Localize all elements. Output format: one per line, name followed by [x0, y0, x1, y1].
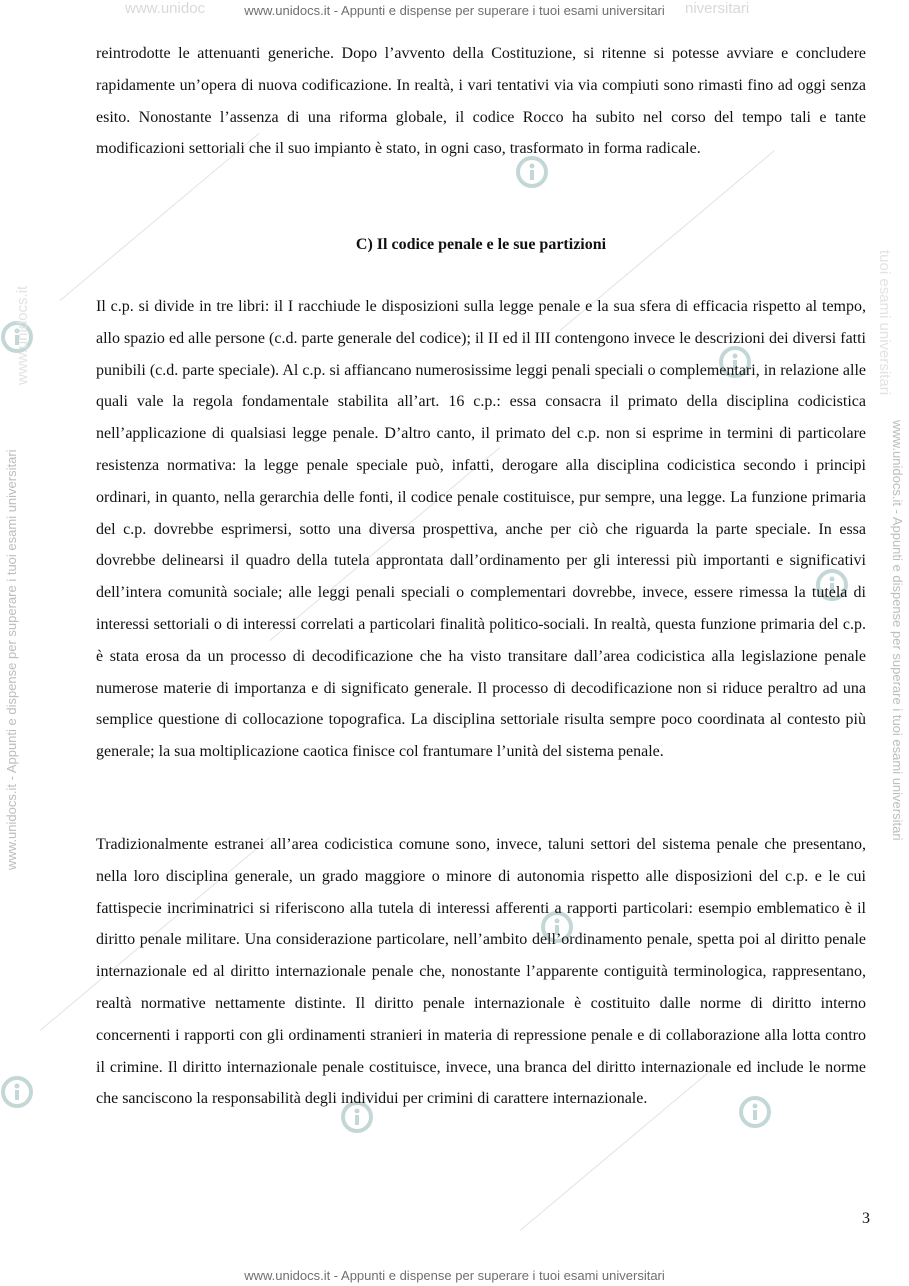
section-title: C) Il codice penale e le sue partizioni [355, 236, 607, 253]
watermark-side-right: www.unidocs.it - Appunti e dispense per superare i tuoi esami universitari [890, 420, 905, 841]
paragraph-main: Il c.p. si divide in tre libri: il I racchiude le disposizioni sulla legge penale e la sua sfera di efficacia rispetto al tempo, allo spazio ed alle persone (c.d. parte generale del codice); il II ed il III contengono invece le descrizioni dei diversi fatti punibili (c.d. parte speciale). Al c.p. si affiancano numerosissime leggi penali speciali o complementari, in relazione alle quali vale la regola fondamentale stabilita all’art. 16 c.p.: essa consacra il primato della disciplina codicistica nell’applicazione di qualsiasi legge penale. D’altro canto, il primato del c.p. non si esprime in termini di particolare resistenza normativa: la legge penale speciale può, infatti, derogare alla disciplina codicistica secondo i principi ordinari, in quanto, nella gerarchia delle fonti, il codice penale costituisce, pur sempre, una legge. La funzione primaria del c.p. dovrebbe esprimersi, sotto una diversa prospettiva, anche per ciò che riguarda la parte speciale. In essa dovrebbe delinearsi il quadro della tutela approntata dall’ordinamento per gli interessi più importanti e significativi dell’intera comunità sociale; alle leggi penali speciali o complementari dovrebbe, invece, essere rimessa la tutela di interessi settoriali o di interessi correlati a particolari finalità politico-sociali. In realtà, questa funzione primaria del c.p. è stata erosa da un processo di decodificazione che ha visto transitare dall’area codicistica alla legislazione penale numerose materie di importanza e di significato generale. Il processo di decodificazione non si riduce peraltro ad una semplice questione di collocazione topografica. La disciplina settoriale risulta sempre poco coordinata al contesto più generale; la sua moltiplicazione caotica finisce col frantumare l’unità del sistema penale. [96, 298, 866, 761]
unidocs-logo-icon [0, 1075, 34, 1109]
paragraph-intro: reintrodotte le attenuanti generiche. Dopo l’avvento della Costituzione, si ritenne si potesse avviare e concludere rapidamente un’opera di nuova codificazione. In realtà, i vari tentativi via via compiuti sono rimasti fino ad oggi senza esito. Nonostante l’assenza di una riforma globale, il codice Rocco ha subito nel corso del tempo tali e tante modificazioni settoriali che il suo impianto è stato, in ogni caso, trasformato in forma radicale. [96, 45, 866, 158]
watermark-side-right-faint: tuoi esami universitari [876, 250, 893, 396]
page-number: 3 [862, 1210, 870, 1227]
watermark-footer: www.unidocs.it - Appunti e dispense per superare i tuoi esami universitari [244, 1268, 665, 1283]
paragraph-final: Tradizionalmente estranei all’area codicistica comune sono, invece, taluni settori del sistema penale che presentano, nella loro disciplina generale, un grado maggiore o minore di autonomia rispetto alle disposizioni del c.p. e le cui fattispecie incriminatrici si riferiscono alla tutela di interessi afferenti a rapporti particolari: esempio emblematico è il diritto penale militare. Una considerazione particolare, nell’ambito dell’ordinamento penale, spetta poi al diritto penale internazionale ed al diritto internazionale penale che, nonostante l’apparente contiguità terminologica, rappresentano, realtà normative nettamente distinte. Il diritto penale internazionale è costituito dalle norme di diritto interno concernenti i rapporti con gli ordinamenti stranieri in materia di repressione penale e di collaborazione alla lotta contro il crimine. Il diritto internazionale penale costituisce, invece, una branca del diritto internazionale ed include le norme che sanciscono la responsabilità degli individui per crimini di carattere internazionale. [96, 836, 866, 1108]
watermark-header: www.unidocs.it - Appunti e dispense per superare i tuoi esami universitari [244, 3, 665, 18]
watermark-side-left: www.unidocs.it - Appunti e dispense per superare i tuoi esami universitari [4, 449, 19, 870]
watermark-side-left-faint: www.unidocs.it [14, 285, 31, 385]
watermark-faint-right: niversitari [685, 0, 750, 17]
watermark-faint-left: www.unidoc [125, 0, 206, 17]
